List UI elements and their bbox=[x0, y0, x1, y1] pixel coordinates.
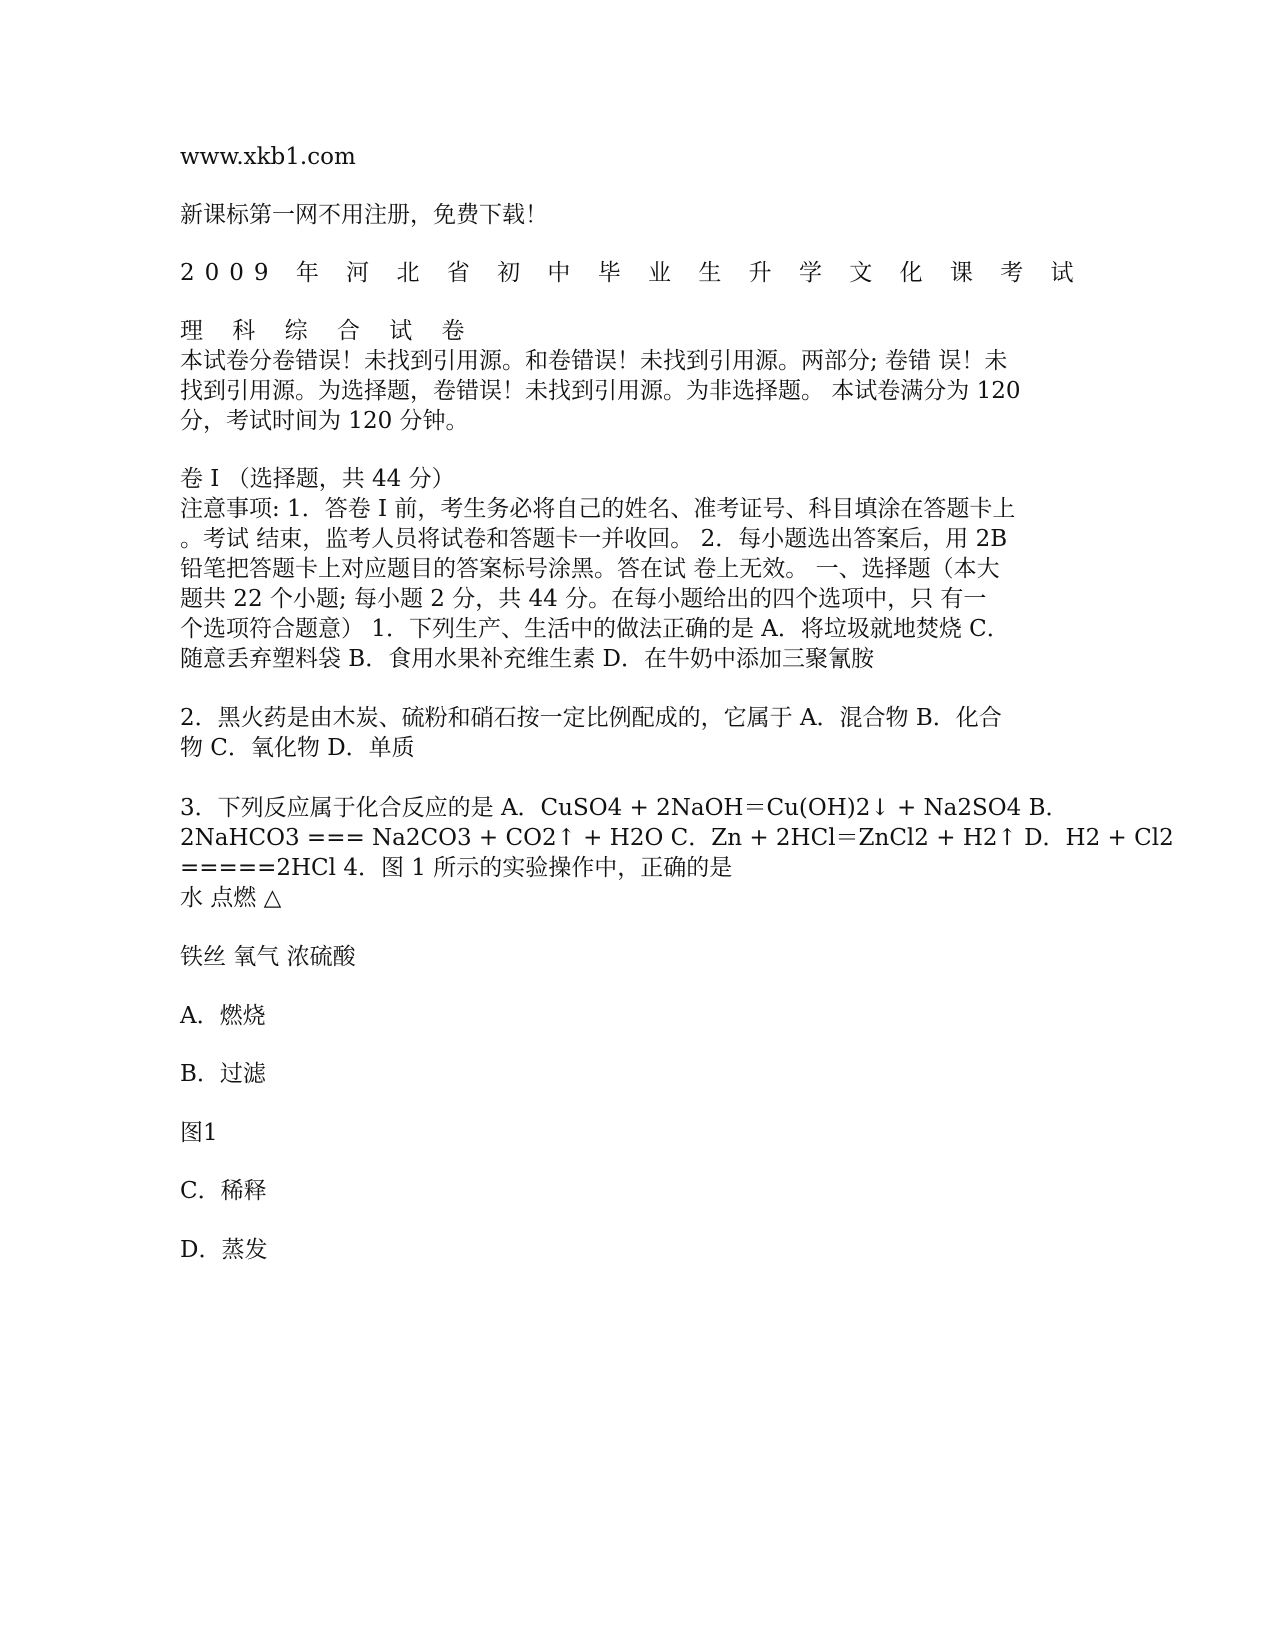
notice-line: 个选项符合题意） 1．下列生产、生活中的做法正确的是 A．将垃圾就地焚烧 C． bbox=[180, 616, 1010, 642]
figure-labels: 铁丝 氧气 浓硫酸 bbox=[180, 944, 356, 970]
option-c: C．稀释 bbox=[180, 1178, 267, 1204]
option-b: B．过滤 bbox=[180, 1061, 266, 1087]
option-a: A．燃烧 bbox=[180, 1003, 266, 1029]
question-2-line: 2．黑火药是由木炭、硫粉和硝石按一定比例配成的，它属于 A．混合物 B．化合 bbox=[180, 705, 1002, 731]
notice-line: 注意事项: 1．答卷 I 前，考生务必将自己的姓名、准考证号、科目填涂在答题卡上 bbox=[180, 496, 1016, 522]
question-3-line: 3．下列反应属于化合反应的是 A．CuSO4 + 2NaOH＝Cu(OH)2↓ + Na2SO4 B． bbox=[180, 795, 1069, 821]
site-slogan: 新课标第一网不用注册，免费下载！ bbox=[180, 202, 548, 228]
intro-line: 本试卷分卷错误！未找到引用源。和卷错误！未找到引用源。两部分; 卷错 误！未 bbox=[180, 348, 1008, 374]
notice-line: 随意丢弃塑料袋 B．食用水果补充维生素 D．在牛奶中添加三聚氰胺 bbox=[180, 646, 874, 672]
figure-caption: 图1 bbox=[180, 1120, 218, 1146]
intro-line: 分，考试时间为 120 分钟。 bbox=[180, 408, 469, 434]
question-3-line: =====2HCl 4．图 1 所示的实验操作中，正确的是 bbox=[180, 855, 733, 881]
exam-subtitle: 理 科 综 合 试 卷 bbox=[180, 318, 476, 344]
question-3-line: 2NaHCO3 === Na2CO3 + CO2↑ + H2O C．Zn + 2HCl＝ZnCl2 + H2↑ D．H2 + Cl2 bbox=[180, 825, 1174, 851]
question-2-line: 物 C．氧化物 D．单质 bbox=[180, 735, 415, 761]
notice-line: 铅笔把答题卡上对应题目的答案标号涂黑。答在试 卷上无效。 一、选择题（本大 bbox=[180, 556, 1000, 582]
notice-line: 题共 22 个小题; 每小题 2 分，共 44 分。在每小题给出的四个选项中，只 有一 bbox=[180, 586, 987, 612]
site-url: www.xkb1.com bbox=[180, 144, 356, 170]
intro-line: 找到引用源。为选择题，卷错误！未找到引用源。为非选择题。 本试卷满分为 120 bbox=[180, 378, 1021, 404]
notice-line: 。考试 结束，监考人员将试卷和答题卡一并收回。 2．每小题选出答案后，用 2B bbox=[180, 526, 1008, 552]
option-d: D．蒸发 bbox=[180, 1237, 268, 1263]
figure-label-line: 水 点燃 △ bbox=[180, 885, 282, 911]
exam-title: 2009 年 河 北 省 初 中 毕 业 生 升 学 文 化 课 考 试 bbox=[180, 260, 1084, 286]
section-heading: 卷 I （选择题，共 44 分） bbox=[180, 466, 455, 492]
